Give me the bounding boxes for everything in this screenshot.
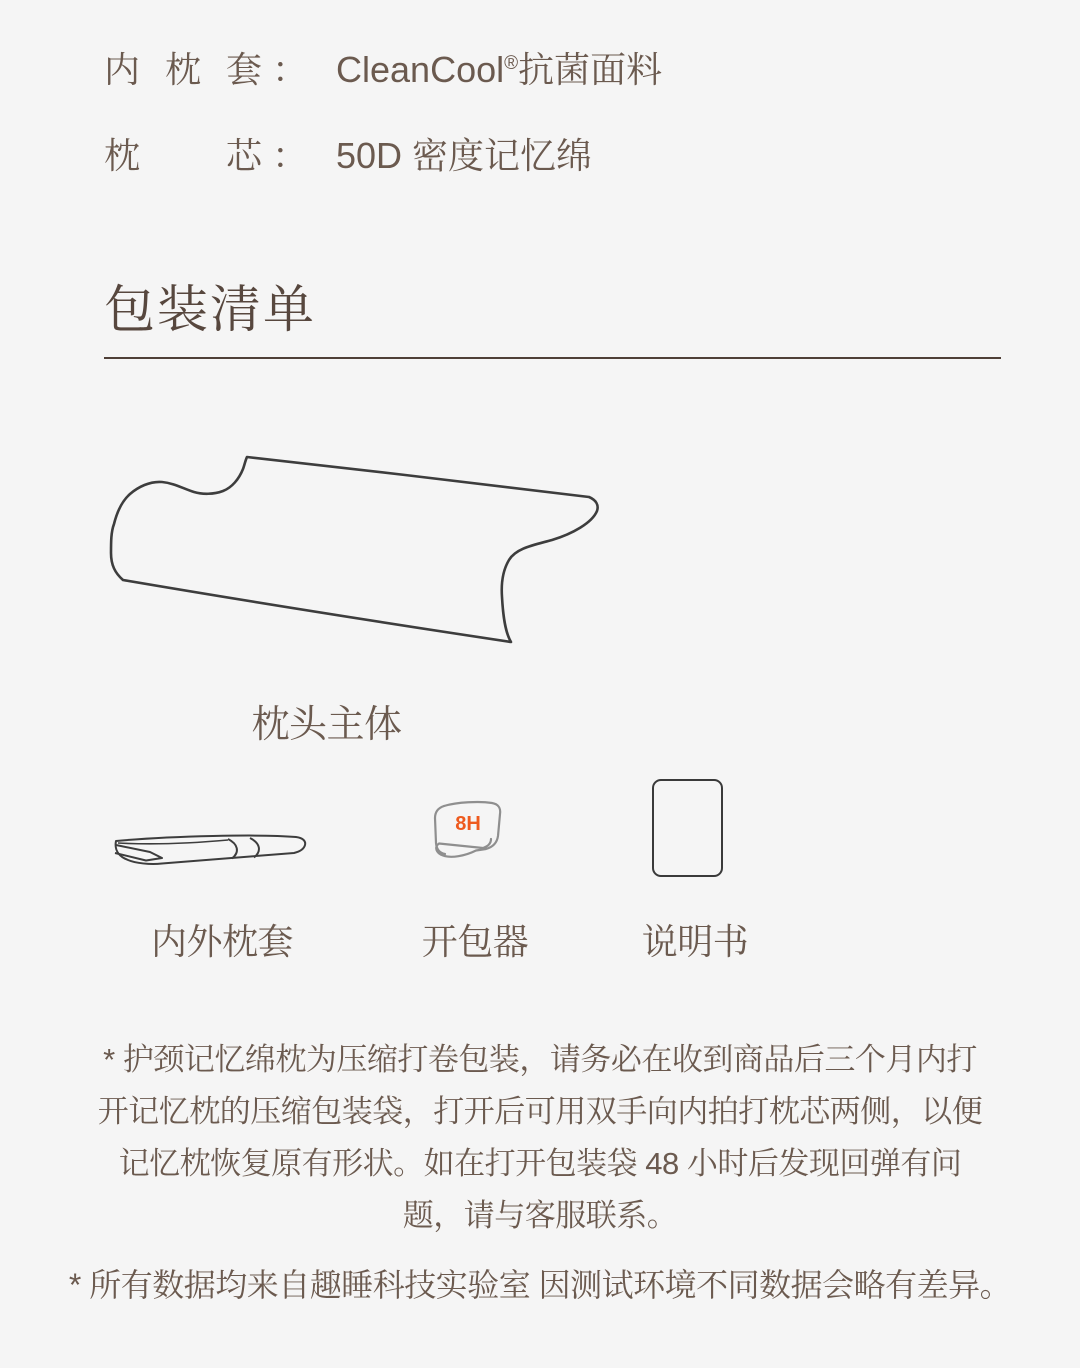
spec-value-pillow-core: 50D 密度记忆绵 [336,135,593,176]
footnote-lab-data-notice: * 所有数据均来自趣睡科技实验室 因测试环境不同数据会略有差异。 [68,1267,1012,1303]
footnote-compression-notice [0,1034,1080,1242]
caption-pillow-body: 枕头主体 [251,704,402,746]
caption-manual: 说明书 [641,921,749,962]
package-opener-icon [431,799,505,867]
brand-name-cleancool: CleanCool [336,49,505,90]
folded-pillowcase-icon [110,832,310,872]
fabric-description: 抗菌面料 [518,49,663,90]
manual-booklet-icon [652,779,723,877]
footnote-line: 题，请与客服联系。 [402,1198,678,1233]
spec-value-inner-pillowcase [336,49,662,90]
spec-colon: ： [272,135,309,176]
caption-opener: 开包器 [421,921,529,962]
footnote-line: * 护颈记忆绵枕为压缩打卷包装，请务必在收到商品后三个月内打 [103,1042,977,1077]
spec-row-inner-pillowcase [104,42,662,93]
footnote-line: 记忆枕恢复原有形状。如在打开包装袋 48 小时后发现回弹有问 [118,1146,962,1181]
registered-trademark-symbol: ® [504,53,519,74]
opener-brand-logo-8h: 8H [455,813,481,835]
footnote-line: 开记忆枕的压缩包装袋，打开后可用双手向内拍打枕芯两侧，以便 [97,1094,983,1129]
spec-label-inner-pillowcase: 内枕套 [104,49,262,90]
spec-row-pillow-core [104,128,592,179]
section-title-packing-list: 包装清单 [104,281,317,338]
section-divider [104,357,1001,359]
spec-colon: ： [272,49,309,90]
contour-pillow-icon [102,448,602,653]
spec-label-pillow-core: 枕芯 [104,135,262,176]
caption-pillowcases: 内外枕套 [150,921,293,962]
